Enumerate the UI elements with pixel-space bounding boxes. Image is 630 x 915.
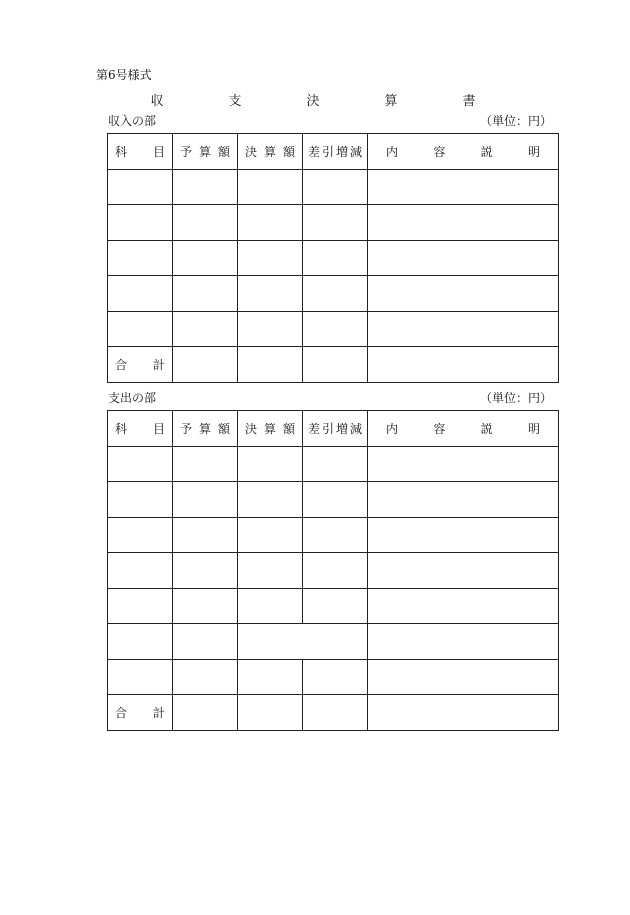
- income-description-cell[interactable]: [368, 169, 559, 205]
- form-number: 第6号様式: [96, 68, 152, 82]
- expense-item-cell[interactable]: [108, 624, 173, 660]
- expense-total-description-cell[interactable]: [368, 695, 559, 731]
- expense-total-difference-cell[interactable]: [303, 695, 368, 731]
- income-total-budget-cell[interactable]: [173, 347, 238, 383]
- income-section-label: 収入の部: [108, 114, 157, 128]
- income-settlement-cell[interactable]: [238, 311, 303, 347]
- income-total-row: [108, 347, 559, 383]
- expense-budget-cell[interactable]: [173, 659, 238, 695]
- header-description: 内 容 説 明: [386, 421, 540, 436]
- income-total-label-cell: [108, 347, 173, 383]
- header-item-cell: [108, 411, 173, 447]
- expense-difference-cell[interactable]: [303, 659, 368, 695]
- income-item-cell[interactable]: [108, 311, 173, 347]
- header-difference: 差 引 増 減: [308, 421, 362, 436]
- income-settlement-cell[interactable]: [238, 205, 303, 241]
- expense-description-cell[interactable]: [368, 446, 559, 482]
- expense-budget-cell[interactable]: [173, 588, 238, 624]
- income-total-description-cell[interactable]: [368, 347, 559, 383]
- expense-difference-cell[interactable]: [303, 517, 368, 553]
- header-budget: 予 算 額: [180, 421, 230, 436]
- income-item-cell[interactable]: [108, 169, 173, 205]
- income-difference-cell[interactable]: [303, 240, 368, 276]
- expense-budget-cell[interactable]: [173, 446, 238, 482]
- expense-total-label: 合 計: [115, 705, 165, 720]
- income-difference-cell[interactable]: [303, 205, 368, 241]
- expense-description-cell[interactable]: [368, 482, 559, 518]
- income-row: [108, 276, 559, 312]
- header-description-cell: [368, 134, 559, 170]
- expense-total-settlement-cell[interactable]: [238, 695, 303, 731]
- document-title: 収 支 決 算 書: [150, 94, 502, 109]
- expense-settlement-cell[interactable]: [238, 588, 303, 624]
- expense-budget-cell[interactable]: [173, 482, 238, 518]
- expense-total-label-cell: [108, 695, 173, 731]
- header-difference: 差 引 増 減: [308, 144, 362, 159]
- expense-row: [108, 588, 559, 624]
- expense-budget-cell[interactable]: [173, 553, 238, 589]
- expense-merged-cell[interactable]: [238, 624, 368, 660]
- income-difference-cell[interactable]: [303, 311, 368, 347]
- income-description-cell[interactable]: [368, 311, 559, 347]
- header-item: 科 目: [115, 421, 165, 436]
- income-table: [107, 133, 559, 383]
- header-difference-cell: [303, 411, 368, 447]
- income-row: [108, 169, 559, 205]
- header-item-cell: [108, 134, 173, 170]
- expense-difference-cell[interactable]: [303, 588, 368, 624]
- income-item-cell[interactable]: [108, 240, 173, 276]
- expense-description-cell[interactable]: [368, 517, 559, 553]
- expense-row: [108, 517, 559, 553]
- expense-row-merged: [108, 624, 559, 660]
- expense-item-cell[interactable]: [108, 588, 173, 624]
- expense-total-budget-cell[interactable]: [173, 695, 238, 731]
- header-budget-cell: [173, 134, 238, 170]
- income-unit-label: （単位：円）: [479, 114, 552, 128]
- header-difference-cell: [303, 134, 368, 170]
- income-difference-cell[interactable]: [303, 276, 368, 312]
- expense-unit-label: （単位：円）: [479, 391, 552, 405]
- income-row: [108, 205, 559, 241]
- expense-item-cell[interactable]: [108, 553, 173, 589]
- expense-budget-cell[interactable]: [173, 517, 238, 553]
- income-item-cell[interactable]: [108, 205, 173, 241]
- income-row: [108, 240, 559, 276]
- income-settlement-cell[interactable]: [238, 169, 303, 205]
- income-total-difference-cell[interactable]: [303, 347, 368, 383]
- expense-row: [108, 659, 559, 695]
- income-item-cell[interactable]: [108, 276, 173, 312]
- expense-total-row: [108, 695, 559, 731]
- expense-item-cell[interactable]: [108, 446, 173, 482]
- expense-item-cell[interactable]: [108, 482, 173, 518]
- header-settlement-cell: [238, 134, 303, 170]
- income-budget-cell[interactable]: [173, 276, 238, 312]
- expense-header-row: [108, 411, 559, 447]
- expense-settlement-cell[interactable]: [238, 659, 303, 695]
- expense-description-cell[interactable]: [368, 588, 559, 624]
- expense-settlement-cell[interactable]: [238, 553, 303, 589]
- income-header-row: [108, 134, 559, 170]
- expense-item-cell[interactable]: [108, 659, 173, 695]
- income-difference-cell[interactable]: [303, 169, 368, 205]
- expense-row: [108, 446, 559, 482]
- header-settlement-cell: [238, 411, 303, 447]
- expense-settlement-cell[interactable]: [238, 446, 303, 482]
- income-row: [108, 311, 559, 347]
- income-total-settlement-cell[interactable]: [238, 347, 303, 383]
- expense-section-label: 支出の部: [108, 391, 157, 405]
- expense-difference-cell[interactable]: [303, 553, 368, 589]
- header-settlement: 決 算 額: [245, 144, 295, 159]
- income-budget-cell[interactable]: [173, 205, 238, 241]
- header-settlement: 決 算 額: [245, 421, 295, 436]
- header-description-cell: [368, 411, 559, 447]
- expense-settlement-cell[interactable]: [238, 517, 303, 553]
- income-total-label: 合 計: [115, 357, 165, 372]
- income-description-cell[interactable]: [368, 205, 559, 241]
- header-description: 内 容 説 明: [386, 144, 540, 159]
- expense-description-cell[interactable]: [368, 553, 559, 589]
- header-budget: 予 算 額: [180, 144, 230, 159]
- income-budget-cell[interactable]: [173, 311, 238, 347]
- expense-row: [108, 482, 559, 518]
- income-budget-cell[interactable]: [173, 169, 238, 205]
- header-budget-cell: [173, 411, 238, 447]
- expense-description-cell[interactable]: [368, 659, 559, 695]
- income-settlement-cell[interactable]: [238, 240, 303, 276]
- income-description-cell[interactable]: [368, 276, 559, 312]
- expense-item-cell[interactable]: [108, 517, 173, 553]
- income-settlement-cell[interactable]: [238, 276, 303, 312]
- expense-settlement-cell[interactable]: [238, 482, 303, 518]
- expense-difference-cell[interactable]: [303, 446, 368, 482]
- expense-table: [107, 410, 559, 731]
- expense-description-cell[interactable]: [368, 624, 559, 660]
- expense-row: [108, 553, 559, 589]
- header-item: 科 目: [115, 144, 165, 159]
- income-budget-cell[interactable]: [173, 240, 238, 276]
- income-description-cell[interactable]: [368, 240, 559, 276]
- expense-difference-cell[interactable]: [303, 482, 368, 518]
- expense-budget-cell[interactable]: [173, 624, 238, 660]
